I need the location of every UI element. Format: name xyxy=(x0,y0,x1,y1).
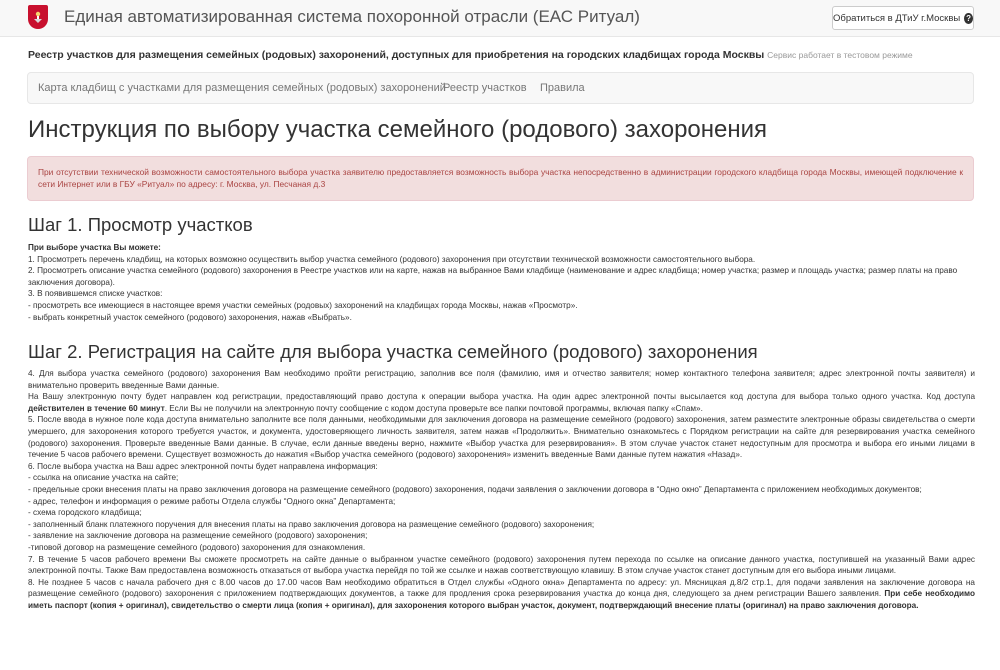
step1-lead: При выборе участка Вы можете: xyxy=(28,243,161,252)
step2-paragraph-4: 4. Для выбора участка семейного (родового) захоронения Вам необходимо пройти регистрацию, заполнив все поля (фамилию, имя и отчество заявителя; номер контактного телефона заявителя; адрес электронной почты заявителя) и внимательно проверить введенные Вами данные. xyxy=(28,369,975,390)
step1-heading: Шаг 1. Просмотр участков xyxy=(28,214,253,235)
step1-line: 3. В появившемся списке участков: xyxy=(28,289,163,299)
access-code-text-b: . Если Вы не получили на электронную почту сообщение с кодом доступа проверьте все папки почтовой программы, включая папку «Спам». xyxy=(164,403,703,413)
nav-rules[interactable]: Правила xyxy=(540,82,585,94)
step2-list-item: -типовой договор на размещение семейного (родового) захоронения для ознакомления. xyxy=(28,542,366,552)
step2-body xyxy=(28,368,975,611)
step2-list-item: - адрес, телефон и информация о режиме работы Отдела службы “Одного окна” Департамента; xyxy=(28,496,396,506)
question-circle-icon: ? xyxy=(966,13,972,23)
registry-heading xyxy=(28,49,913,61)
step2-paragraph-8 xyxy=(28,577,975,612)
step2-paragraph-7: 7. В течение 5 часов рабочего времени Вы сможете просмотреть на сайте данные о выбранном участке семейного (родового) захоронения путем перехода по ссылке на описание данного участка, поступившей на указанный Вами адрес электронной почты. Также Вам предоставлена возможность отказаться от выбора участка перейдя по той же ссылке и нажав соответствующую клавишу. В этом случае участок станет доступным для его выбора иными лицами. xyxy=(28,554,975,576)
nav-plot-registry[interactable]: Реестр участков xyxy=(443,82,527,94)
contact-button-label: Обратиться в ДТиУ г.Москвы xyxy=(833,12,961,24)
step2-access-code-paragraph xyxy=(28,391,975,414)
step2-heading: Шаг 2. Регистрация на сайте для выбора участка семейного (родового) захоронения xyxy=(28,341,758,362)
access-code-text-a: На Вашу электронную почту будет направлен код регистрации, предоставляющий право доступа к операции выбора участка. На один адрес электронной почты высылается код доступа для выбора только одного участка. Код доступа xyxy=(28,392,975,402)
step2-list-item: - схема городского кладбища; xyxy=(28,508,142,518)
top-navbar xyxy=(0,0,1000,37)
app-title[interactable]: Единая автоматизированная система похоронной отрасли (ЕАС Ритуал) xyxy=(64,7,640,26)
step2-paragraph-6: 6. После выбора участка на Ваш адрес электронной почты будет направлена информация: xyxy=(28,461,378,471)
paragraph-8-text: 8. Не позднее 5 часов с начала рабочего дня с 8.00 часов до 17.00 часов Вам необходимо обратиться в Отдел службы «Одного окна» Департамента по адресу: ул. Мясницкая д.8/2 стр.1, для подачи заявления на заключение договора на размещение семейного (родового) захоронения с приложением подтверждающих документов, а также для продления срока резервирования участка до конца дня, следующего за днем регистрации Вашего заявления. xyxy=(28,577,975,599)
registry-title: Реестр участков для размещения семейных (родовых) захоронений, доступных для приобретения на городских кладбищах города Москвы xyxy=(28,49,765,61)
main-nav xyxy=(27,72,974,104)
step2-list-item: - заполненный бланк платежного поручения для внесения платы на право заключения договора на размещение семейного (родового) захоронения; xyxy=(28,519,595,529)
nav-cemetery-map[interactable]: Карта кладбищ с участками для размещения семейных (родовых) захоронений xyxy=(38,82,446,94)
step2-list-item: - заявление на заключение договора на размещение семейного (родового) захоронения; xyxy=(28,531,368,541)
warning-alert: При отсутствии технической возможности самостоятельного выбора участка заявителю предоставляется возможность выбора участка непосредственно в администрации городского кладбища города Москвы, имеющей подключение к сети Интернет или в ГБУ «Ритуал» по адресу: г. Москва, ул. Песчаная д.3 xyxy=(27,156,974,201)
step1-body xyxy=(28,242,975,323)
test-mode-note: Сервис работает в тестовом режиме xyxy=(767,50,913,60)
contact-dtiu-button[interactable] xyxy=(832,6,974,30)
access-code-validity: действителен в течение 60 минут xyxy=(28,403,165,413)
step1-line: - просмотреть все имеющиеся в настоящее время участки семейных (родовых) захоронений на кладбищах города Москвы, нажав «Просмотр». xyxy=(28,300,578,310)
step2-list-item: - предельные сроки внесения платы на право заключения договора на размещение семейного (родового) захоронения, подачи заявления о заключении договора в “Одно окно” Департамента с приложением необходимых документов; xyxy=(28,484,922,494)
step2-list-item: - ссылка на описание участка на сайте; xyxy=(28,473,179,483)
page-title: Инструкция по выбору участка семейного (родового) захоронения xyxy=(28,116,768,143)
step1-line: - выбрать конкретный участок семейного (родового) захоронения, нажав «Выбрать». xyxy=(28,312,352,322)
step2-paragraph-5: 5. После ввода в нужное поле кода доступа внимательно заполните все поля данными, необходимыми для заключения договора на размещение семейного (родового) захоронения, затем разместите электронные образы свидетельства о смерти умершего, для захоронения которого требуется участок, и документа, удостоверяющего личность заявителя, затем нажав «Продолжить». Внимательно ознакомьтесь с Порядком регистрации на сайте для резервирования участка семейного (родового) захоронения. Проверьте введенные Вами данные. В случае, если данные введены верно, нажмите «Выбор участка для резервирования». В этом случае участок станет недоступным для просмотра и выбора его иными лицами в течение 5 часов рабочего времени. Существует возможность до нажатия «Выбор участка семейного (родового) захоронения» изменить введенные Вами данные путем нажатия «Назад». xyxy=(28,415,975,460)
moscow-coat-of-arms-icon[interactable] xyxy=(28,5,48,29)
step1-line: 1. Просмотреть перечень кладбищ, на которых возможно осуществить выбор участка семейного (родового) захоронения при отсутствии технической возможности самостоятельного выбора. xyxy=(28,254,756,264)
step1-line: 2. Просмотреть описание участка семейного (родового) захоронения в Реестре участков или на карте, нажав на выбранное Вами кладбище (наименование и адрес кладбища; номер участка; размер и площадь участка; размер платы на право заключения договора). xyxy=(28,266,958,287)
paragraph-8-required-docs: При себе необходимо иметь паспорт (копия + оригинал), свидетельство о смерти лица (копия + оригинал), для захоронения которого выбран участок, документ, подтверждающий внесение платы (оригинал) на право заключения договора. xyxy=(28,589,975,610)
